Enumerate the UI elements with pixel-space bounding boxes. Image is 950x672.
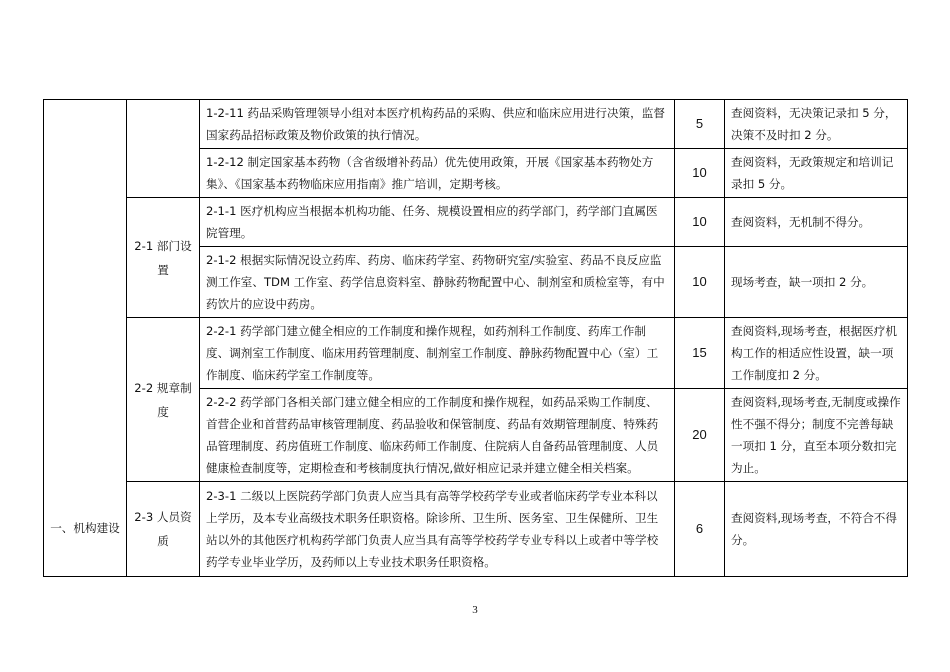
- item-content: 1-2-12 制定国家基本药物（含省级增补药品）优先使用政策，开展《国家基本药物处方集》、《国家基本药物临床应用指南》推广培训，定期考核。: [200, 149, 675, 198]
- group-cell: 2-1 部门设置: [127, 198, 200, 318]
- evaluation-table: [43, 99, 908, 577]
- item-content: 2-2-2 药学部门各相关部门建立健全相应的工作制度和操作规程，如药品采购工作制度、首营企业和首营药品审核管理制度、药品验收和保管制度、药品有效期管理制度、特殊药品管理制度、药房值班工作制度、临床药师工作制度、住院病人自备药品管理制度、人员健康检查制度等，定期检查和考核制度执行情况,做好相应记录并建立健全相关档案。: [200, 389, 675, 482]
- table-row: [44, 482, 908, 577]
- item-method: 查阅资料，无政策规定和培训记录扣 5 分。: [725, 149, 908, 198]
- item-method: 查阅资料，无机制不得分。: [725, 198, 908, 247]
- item-method: 查阅资料,现场考查，不符合不得分。: [725, 482, 908, 577]
- item-method: 现场考查，缺一项扣 2 分。: [725, 247, 908, 318]
- item-content: 1-2-11 药品采购管理领导小组对本医疗机构药品的采购、供应和临床应用进行决策，监督国家药品招标政策及物价政策的执行情况。: [200, 100, 675, 149]
- item-content: 2-2-1 药学部门建立健全相应的工作制度和操作规程，如药剂科工作制度、药库工作制度、调剂室工作制度、临床用药管理制度、制剂室工作制度、静脉药物配置中心（室）工作制度、临床药学室工作制度等。: [200, 318, 675, 389]
- empty-group-cell: [127, 100, 200, 198]
- group-cell: 2-2 规章制度: [127, 318, 200, 482]
- item-score: 5: [675, 100, 725, 149]
- table-row: [44, 100, 908, 149]
- item-content: 2-1-2 根据实际情况设立药库、药房、临床药学室、药物研究室/实验室、药品不良反应监测工作室、TDM 工作室、药学信息资料室、静脉药物配置中心、制剂室和质检室等，有中药饮片的应设中药房。: [200, 247, 675, 318]
- item-score: 10: [675, 149, 725, 198]
- category-label: 一、机构建设: [50, 521, 120, 535]
- item-content: 2-3-1 二级以上医院药学部门负责人应当具有高等学校药学专业或者临床药学专业本科以上学历，及本专业高级技术职务任职资格。除诊所、卫生所、医务室、卫生保健所、卫生站以外的其他医疗机构药学部门负责人应当具有高等学校药学专业专科以上或者中等学校药学专业毕业学历，及药师以上专业技术职务任职资格。: [200, 482, 675, 577]
- item-score: 10: [675, 247, 725, 318]
- item-score: 20: [675, 389, 725, 482]
- item-score: 10: [675, 198, 725, 247]
- category-cell: [44, 100, 127, 577]
- item-score: 15: [675, 318, 725, 389]
- table-row: [44, 198, 908, 247]
- item-score: 6: [675, 482, 725, 577]
- table-row: [44, 318, 908, 389]
- item-method: 查阅资料,现场考查，根据医疗机构工作的相适应性设置，缺一项工作制度扣 2 分。: [725, 318, 908, 389]
- item-method: 查阅资料，无决策记录扣 5 分，决策不及时扣 2 分。: [725, 100, 908, 149]
- group-cell: 2-3 人员资质: [127, 482, 200, 577]
- item-method: 查阅资料,现场考查,无制度或操作性不强不得分；制度不完善每缺一项扣 1 分，直至本项分数扣完为止。: [725, 389, 908, 482]
- page-number: 3: [472, 604, 478, 616]
- item-content: 2-1-1 医疗机构应当根据本机构功能、任务、规模设置相应的药学部门，药学部门直属医院管理。: [200, 198, 675, 247]
